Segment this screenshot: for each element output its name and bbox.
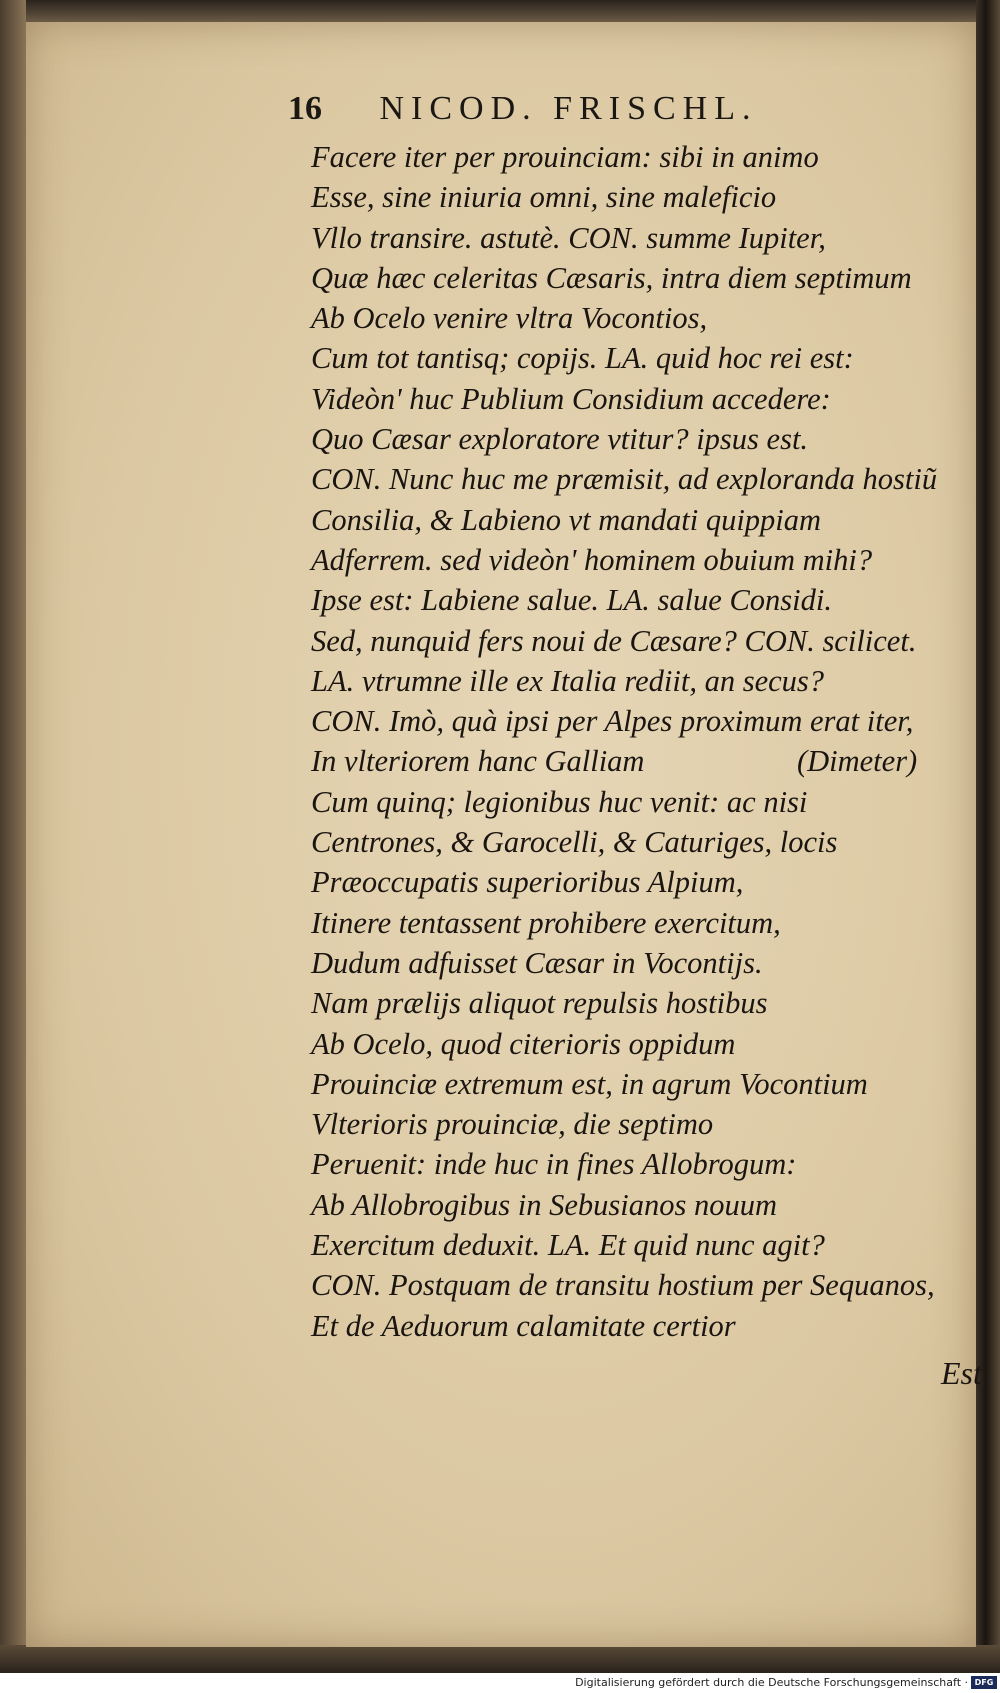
text-line: CON. Postquam de transitu hostium per Sequanos,: [311, 1268, 935, 1303]
text-line: Dudum adfuisset Cæsar in Vocontijs.: [311, 945, 763, 980]
book-edge-bottom: [0, 1645, 1000, 1673]
page-number: 16: [288, 90, 322, 127]
text-line: Quo Cæsar exploratore vtitur? ipsus est.: [311, 422, 809, 457]
text-block: [311, 137, 991, 1346]
text-line: Peruenit: inde huc in fines Allobrogum:: [311, 1147, 797, 1182]
text-line: Præoccupatis superioribus Alpium,: [311, 865, 744, 900]
book-edge-left: [0, 0, 26, 1655]
text-line: Cum quinq; legionibus huc venit: ac nisi: [311, 784, 808, 819]
text-line: Prouinciæ extremum est, in agrum Vocontium: [311, 1066, 868, 1101]
book-page: [26, 22, 982, 1647]
text-line: Quæ hæc celeritas Cæsaris, intra diem septimum: [311, 260, 912, 295]
text-line: Videòn' huc Publium Considium accedere:: [311, 381, 831, 416]
text-line: Nam prælijs aliquot repulsis hostibus: [311, 986, 768, 1021]
text-line: Centrones, & Garocelli, & Caturiges, locis: [311, 825, 838, 860]
text-line: Ab Ocelo, quod citerioris oppidum: [311, 1026, 736, 1061]
text-line: Ipse est: Labiene salue. LA. salue Considi.: [311, 583, 833, 618]
text-line: Et de Aeduorum calamitate certior: [311, 1308, 736, 1343]
text-line: LA. vtrumne ille ex Italia rediit, an secus?: [311, 663, 825, 698]
text-line: Itinere tentassent prohibere exercitum,: [311, 905, 781, 940]
text-line: Sed, nunquid fers noui de Cæsare? CON. scilicet.: [311, 623, 917, 658]
catchword: Est: [941, 1355, 982, 1391]
text-line: Facere iter per prouinciam: sibi in animo: [311, 140, 819, 174]
digitization-footer: [0, 1673, 1000, 1693]
text-line: Vllo transire. astutè. CON. summe Iupiter,: [311, 220, 826, 255]
book-edge-top: [0, 0, 1000, 22]
text-line: Esse, sine iniuria omni, sine maleficio: [311, 180, 777, 215]
text-line: Ab Ocelo venire vltra Vocontios,: [311, 301, 708, 336]
footer-credit: Digitalisierung gefördert durch die Deutsche Forschungsgemeinschaft ·: [575, 1676, 968, 1689]
dfg-logo: DFG: [971, 1676, 997, 1689]
text-line: Consilia, & Labieno vt mandati quippiam: [311, 502, 822, 537]
text-line: CON. Nunc huc me præmisit, ad exploranda hostiũ: [311, 462, 938, 497]
text-line: Cum tot tantisq; copijs. LA. quid hoc rei est:: [311, 341, 854, 376]
text-line: Vlterioris prouinciæ, die septimo: [311, 1107, 714, 1142]
running-header: [288, 90, 868, 128]
text-line: Ab Allobrogibus in Sebusianos nouum: [311, 1187, 777, 1222]
running-title: NICOD. FRISCHL.: [379, 90, 758, 127]
text-line: Exercitum deduxit. LA. Et quid nunc agit?: [311, 1228, 825, 1263]
text-line: CON. Imò, quà ipsi per Alpes proximum erat iter,: [311, 704, 914, 739]
text-line: Adferrem. sed videòn' hominem obuium mihi?: [311, 542, 873, 577]
text-line: In vlteriorem hanc Galliam (Dimeter): [311, 744, 918, 779]
